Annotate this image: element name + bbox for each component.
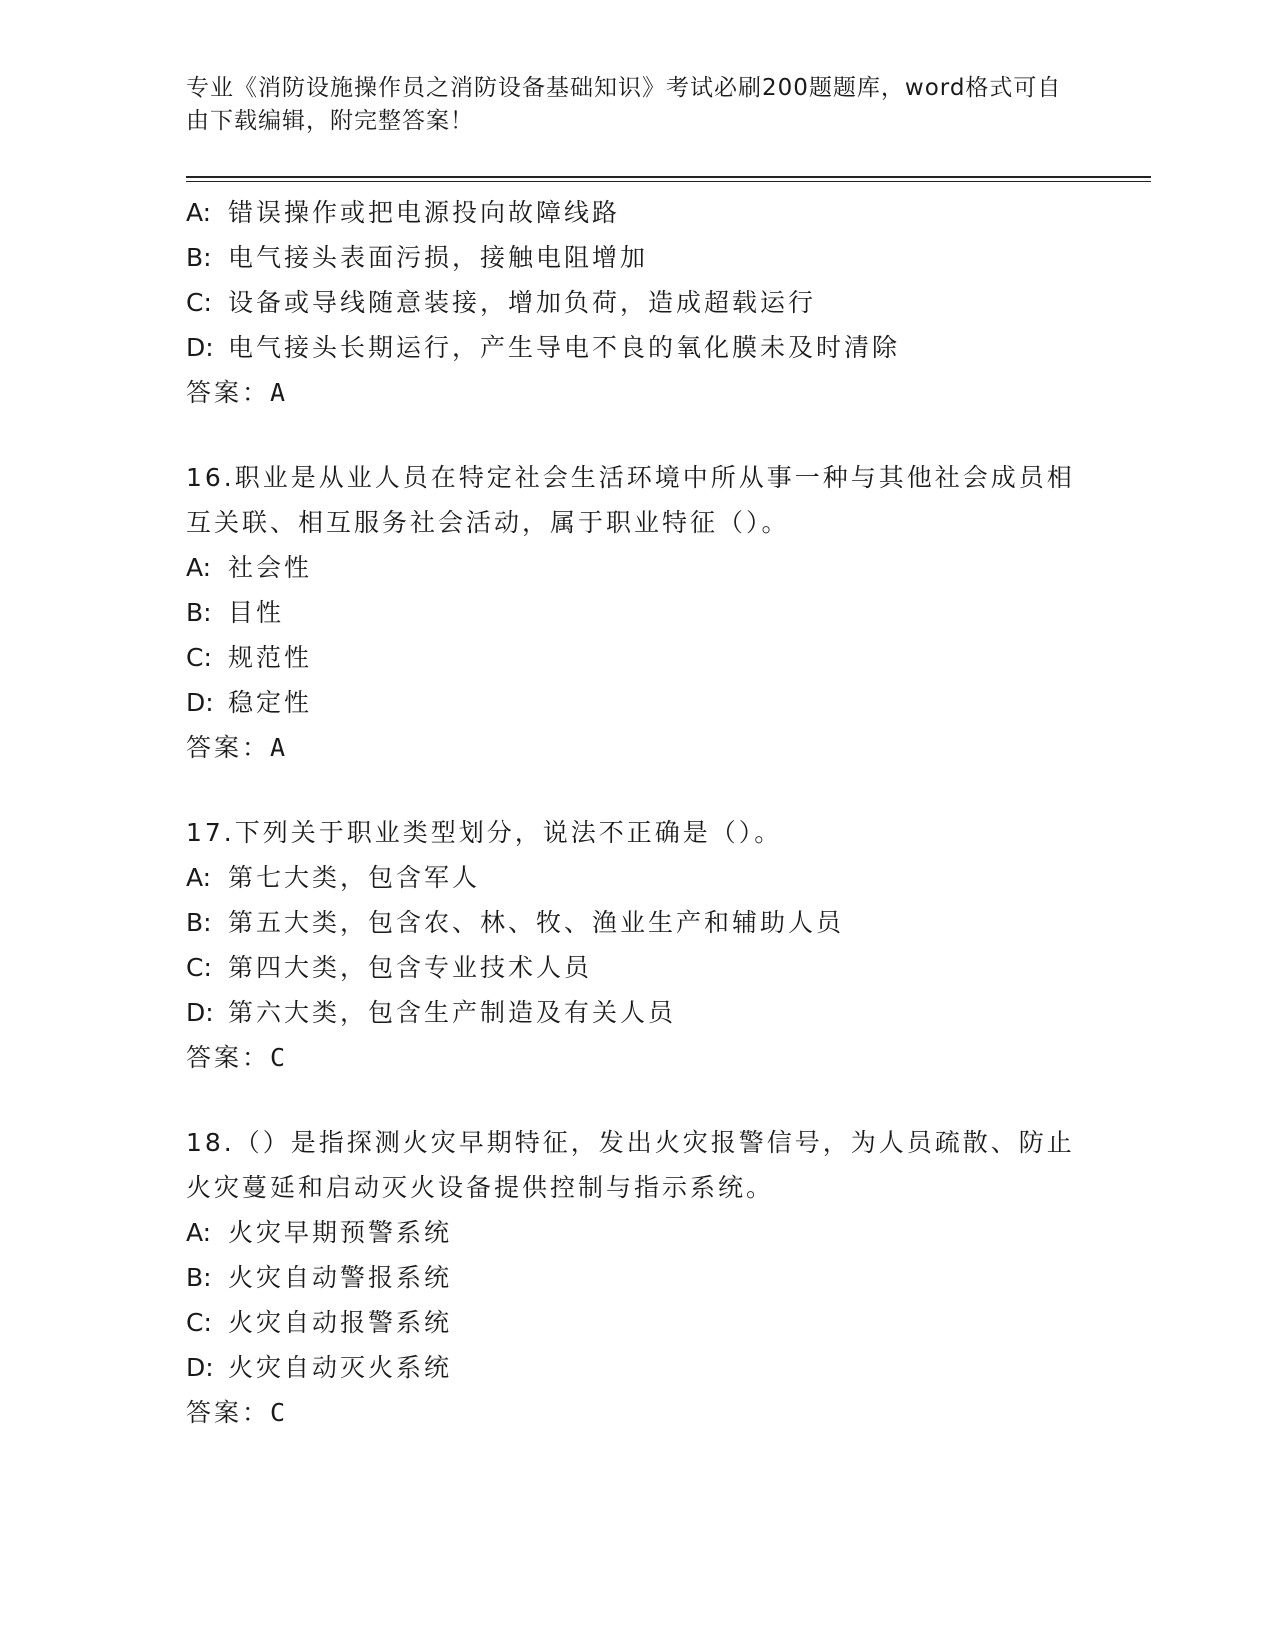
option-a (186, 855, 1086, 900)
question-stem: 18.（）是指探测火灾早期特征，发出火灾报警信号，为人员疏散、防止火灾蔓延和启动灭火设备提供控制与指示系统。 (186, 1128, 1075, 1202)
header-divider (186, 176, 1151, 178)
option-letter: A: (186, 198, 212, 227)
option-a (186, 1210, 1086, 1255)
option-letter: B: (186, 243, 212, 272)
option-text: 稳定性 (228, 688, 313, 717)
option-b (186, 235, 1086, 280)
option-letter: D: (186, 688, 214, 717)
option-text: 火灾自动灭火系统 (228, 1353, 453, 1382)
question-stem: 17.下列关于职业类型划分，说法不正确是（）。 (186, 818, 783, 847)
option-letter: C: (186, 1308, 212, 1337)
answer-line (186, 370, 1086, 415)
option-b (186, 590, 1086, 635)
question-item (186, 190, 1086, 415)
option-c (186, 280, 1086, 325)
option-letter: B: (186, 1263, 212, 1292)
option-text: 火灾自动报警系统 (228, 1308, 453, 1337)
option-text: 第六大类，包含生产制造及有关人员 (228, 998, 677, 1027)
option-text: 火灾早期预警系统 (228, 1218, 453, 1247)
option-text: 火灾自动警报系统 (228, 1263, 453, 1292)
option-c (186, 1300, 1086, 1345)
option-text: 错误操作或把电源投向故障线路 (228, 198, 621, 227)
answer-value: C (270, 1398, 289, 1427)
answer-line (186, 725, 1086, 770)
option-c (186, 945, 1086, 990)
document-header: 专业《消防设施操作员之消防设备基础知识》考试必刷200题题库，word格式可自由下载编辑，附完整答案！ (186, 75, 1062, 134)
option-d (186, 325, 1086, 370)
option-text: 第五大类，包含农、林、牧、渔业生产和辅助人员 (228, 908, 845, 937)
option-d (186, 1345, 1086, 1390)
option-text: 社会性 (228, 553, 313, 582)
answer-value: A (270, 378, 289, 407)
option-text: 第四大类，包含专业技术人员 (228, 953, 593, 982)
option-text: 目性 (228, 598, 285, 627)
question-stem: 16.职业是从业人员在特定社会生活环境中所从事一种与其他社会成员相互关联、相互服务社会活动，属于职业特征（）。 (186, 463, 1075, 537)
answer-value: C (270, 1043, 289, 1072)
option-letter: D: (186, 998, 214, 1027)
option-letter: D: (186, 1353, 214, 1382)
answer-line (186, 1390, 1086, 1435)
answer-label: 答案： (186, 1043, 271, 1072)
option-c (186, 635, 1086, 680)
option-b (186, 900, 1086, 945)
option-d (186, 990, 1086, 1035)
question-item (186, 455, 1086, 770)
option-text: 电气接头表面污损，接触电阻增加 (228, 243, 649, 272)
option-a (186, 545, 1086, 590)
option-text: 第七大类，包含军人 (228, 863, 481, 892)
option-letter: B: (186, 908, 212, 937)
option-letter: A: (186, 553, 212, 582)
option-letter: C: (186, 643, 212, 672)
option-text: 规范性 (228, 643, 313, 672)
option-letter: C: (186, 953, 212, 982)
option-letter: D: (186, 333, 214, 362)
option-text: 电气接头长期运行，产生导电不良的氧化膜未及时清除 (228, 333, 901, 362)
header-divider-thin (186, 181, 1151, 182)
option-letter: A: (186, 863, 212, 892)
question-list (186, 190, 1086, 1475)
answer-label: 答案： (186, 378, 271, 407)
option-d (186, 680, 1086, 725)
option-letter: B: (186, 598, 212, 627)
option-text: 设备或导线随意装接，增加负荷，造成超载运行 (228, 288, 817, 317)
option-letter: A: (186, 1218, 212, 1247)
question-item (186, 1120, 1086, 1435)
answer-value: A (270, 733, 289, 762)
option-a (186, 190, 1086, 235)
question-item (186, 810, 1086, 1080)
answer-label: 答案： (186, 733, 271, 762)
option-letter: C: (186, 288, 212, 317)
option-b (186, 1255, 1086, 1300)
answer-label: 答案： (186, 1398, 271, 1427)
answer-line (186, 1035, 1086, 1080)
